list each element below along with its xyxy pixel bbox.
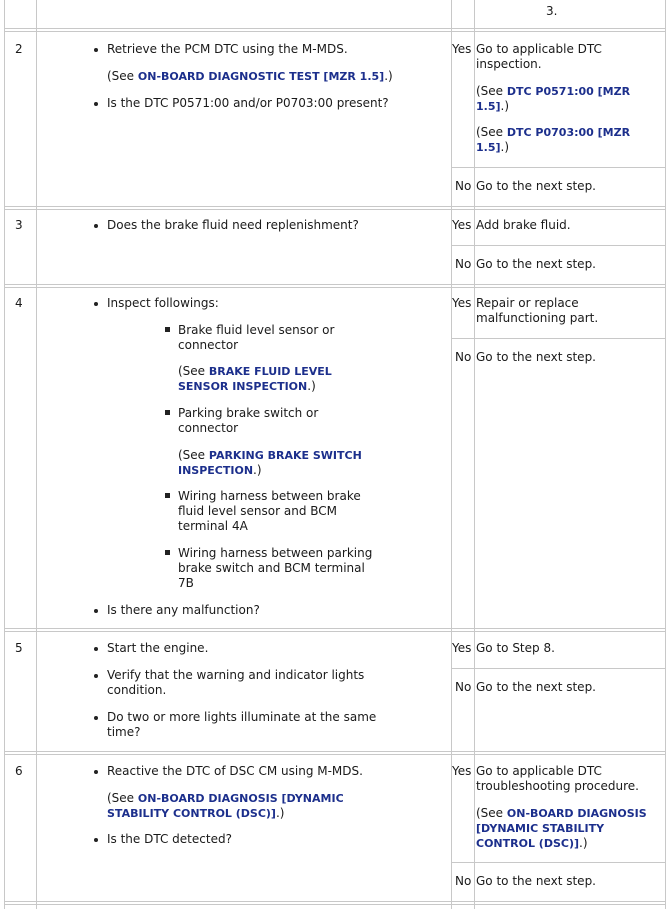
no-label: No bbox=[455, 680, 472, 694]
action-reference: (See ON-BOARD DIAGNOSTIC TEST [MZR 1.5].) bbox=[107, 69, 393, 83]
action-text: Start the engine. bbox=[107, 641, 209, 655]
step-number: 5 bbox=[15, 641, 23, 655]
bullet-icon bbox=[94, 609, 98, 613]
reference-link[interactable]: ON-BOARD DIAGNOSIS [DYNAMIC STABILITY CONTROL (DSC)] bbox=[107, 792, 344, 820]
yes-label: Yes bbox=[452, 296, 472, 310]
reference-link[interactable]: ON-BOARD DIAGNOSIS [DYNAMIC STABILITY CONTROL (DSC)] bbox=[476, 807, 647, 850]
bullet-icon bbox=[94, 716, 98, 720]
action-question: Is there any malfunction? bbox=[107, 603, 260, 617]
yes-reference: (See DTC P0571:00 [MZR 1.5].) bbox=[476, 84, 631, 113]
square-bullet-icon bbox=[165, 493, 170, 498]
step-number: 3 bbox=[15, 218, 23, 232]
yes-result: Repair or replace malfunctioning part. bbox=[476, 296, 599, 325]
no-label: No bbox=[455, 179, 472, 193]
reference-link[interactable]: BRAKE FLUID LEVEL SENSOR INSPECTION bbox=[178, 365, 332, 393]
no-label: No bbox=[455, 350, 472, 364]
action-text: Inspect followings: bbox=[107, 296, 219, 310]
yes-result: Go to Step 8. bbox=[476, 641, 555, 655]
bullet-icon bbox=[94, 838, 98, 842]
step-number: 4 bbox=[15, 296, 23, 310]
inspection-item: Wiring harness between brake fluid level sensor and BCM terminal 4A bbox=[178, 489, 361, 533]
yes-result: Go to applicable DTC troubleshooting procedure. bbox=[476, 764, 639, 793]
action-question: Is the DTC P0571:00 and/or P0703:00 present? bbox=[107, 96, 389, 110]
no-result: Go to the next step. bbox=[476, 179, 596, 193]
reference-link[interactable]: DTC P0703:00 [MZR 1.5] bbox=[476, 126, 631, 154]
inspection-item: Parking brake switch or connector bbox=[178, 406, 319, 435]
reference-link[interactable]: PARKING BRAKE SWITCH INSPECTION bbox=[178, 449, 362, 477]
square-bullet-icon bbox=[165, 327, 170, 332]
yes-label: Yes bbox=[452, 641, 472, 655]
yes-result: Add brake fluid. bbox=[476, 218, 571, 232]
action-reference: (See ON-BOARD DIAGNOSIS [DYNAMIC STABILITY CONTROL (DSC)].) bbox=[107, 791, 344, 820]
yes-label: Yes bbox=[452, 218, 472, 232]
bullet-icon bbox=[94, 102, 98, 106]
action-text: Retrieve the PCM DTC using the M-MDS. bbox=[107, 42, 348, 56]
bullet-icon bbox=[94, 224, 98, 228]
bullet-icon bbox=[94, 647, 98, 651]
inspection-item: Brake fluid level sensor or connector bbox=[178, 323, 335, 352]
no-result: Go to the next step. bbox=[476, 350, 596, 364]
reference-link[interactable]: ON-BOARD DIAGNOSTIC TEST [MZR 1.5] bbox=[137, 70, 385, 83]
yes-label: Yes bbox=[452, 764, 472, 778]
no-result: Go to the next step. bbox=[476, 874, 596, 888]
inspection-reference: (See PARKING BRAKE SWITCH INSPECTION.) bbox=[178, 448, 362, 477]
no-label: No bbox=[455, 257, 472, 271]
inspection-item: Wiring harness between parking brake switch and BCM terminal 7B bbox=[178, 546, 373, 590]
yes-reference: (See DTC P0703:00 [MZR 1.5].) bbox=[476, 125, 631, 154]
bullet-icon bbox=[94, 48, 98, 52]
yes-result: Go to applicable DTC inspection. bbox=[476, 42, 602, 71]
action-question: Is the DTC detected? bbox=[107, 832, 232, 846]
bullet-icon bbox=[94, 770, 98, 774]
step-continuation: 3. bbox=[546, 4, 558, 18]
bullet-icon bbox=[94, 302, 98, 306]
square-bullet-icon bbox=[165, 410, 170, 415]
no-result: Go to the next step. bbox=[476, 680, 596, 694]
step-number: 6 bbox=[15, 764, 23, 778]
action-text: Reactive the DTC of DSC CM using M-MDS. bbox=[107, 764, 363, 778]
action-question: Does the brake fluid need replenishment? bbox=[107, 218, 359, 232]
yes-label: Yes bbox=[452, 42, 472, 56]
inspection-reference: (See BRAKE FLUID LEVEL SENSOR INSPECTION.) bbox=[178, 364, 332, 393]
square-bullet-icon bbox=[165, 550, 170, 555]
action-question: Do two or more lights illuminate at the same time? bbox=[107, 710, 377, 739]
no-label: No bbox=[455, 874, 472, 888]
reference-link[interactable]: DTC P0571:00 [MZR 1.5] bbox=[476, 85, 631, 113]
step-number: 2 bbox=[15, 42, 23, 56]
yes-reference: (See ON-BOARD DIAGNOSIS [DYNAMIC STABILITY CONTROL (DSC)].) bbox=[476, 806, 647, 850]
action-text: Verify that the warning and indicator lights condition. bbox=[107, 668, 365, 697]
bullet-icon bbox=[94, 674, 98, 678]
no-result: Go to the next step. bbox=[476, 257, 596, 271]
